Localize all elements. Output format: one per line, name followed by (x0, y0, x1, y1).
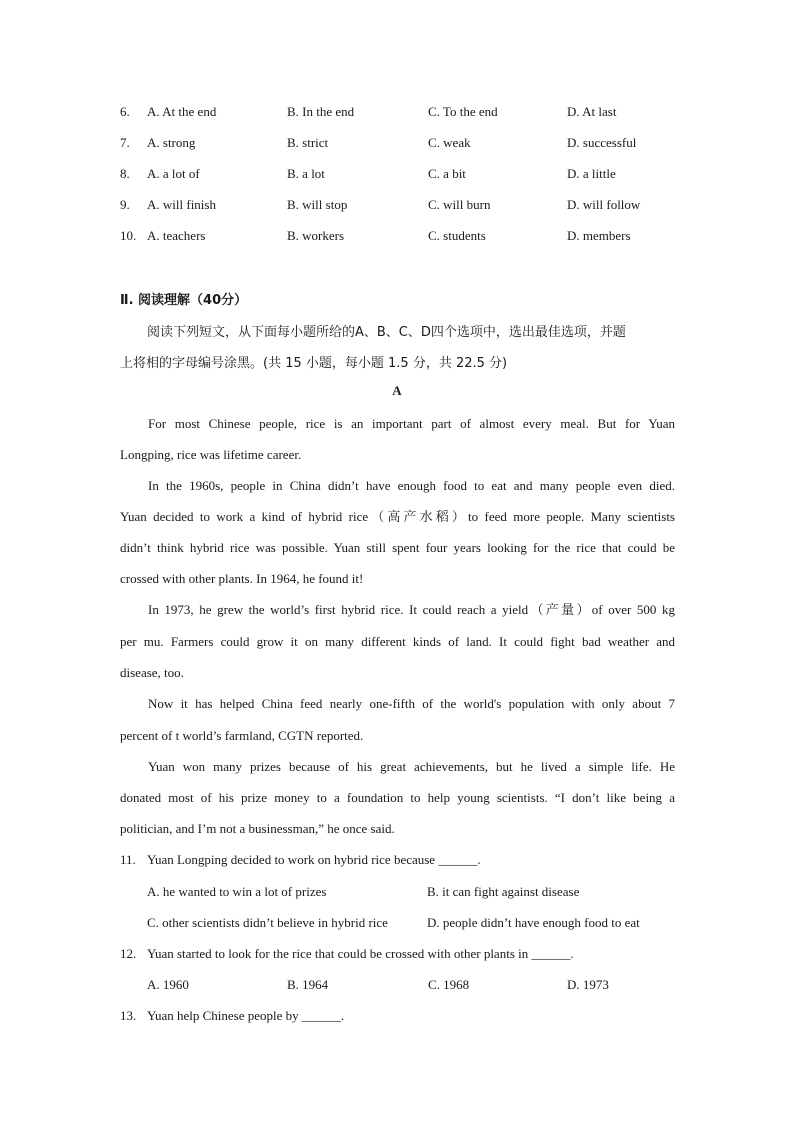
option-a: A. 1960 (147, 977, 189, 992)
option-d: D. successful (567, 135, 637, 150)
option-c: C. To the end (428, 104, 498, 119)
passage-line: politician, and I’m not a businessman,” he once said. (120, 821, 395, 836)
question-number: 12. (120, 946, 137, 961)
passage-line: didn’t think hybrid rice was possible. Yuan still spent four years looking for the rice that could be (120, 540, 675, 555)
option-b: B. 1964 (287, 977, 329, 992)
option-a: A. teachers (147, 228, 206, 243)
option-c: C. a bit (428, 166, 466, 181)
option-d: D. members (567, 228, 631, 243)
passage-line: donated most of his prize money to a foundation to help young scientists. “I don’t like being a (120, 790, 675, 805)
section-instruction-line-2: 上将相的字母编号涂黑。(共 15 小题，每小题 1.5 分，共 22.5 分) (120, 356, 508, 371)
option-b: B. workers (287, 228, 345, 243)
question-number: 13. (120, 1008, 137, 1023)
option-b: B. strict (287, 135, 329, 150)
question-number: 9. (120, 197, 130, 212)
option-d: D. will follow (567, 197, 641, 212)
question-row-6 (120, 102, 680, 122)
passage-title: A (392, 383, 402, 398)
option-a: A. a lot of (147, 166, 200, 181)
passage-line: Yuan decided to work a kind of hybrid rice（高产水稻）to feed more people. Many scientists (120, 509, 675, 524)
option-c: C. weak (428, 135, 471, 150)
question-11 (120, 850, 680, 870)
passage-line: In 1973, he grew the world’s first hybrid rice. It could reach a yield（产量）of over 500 kg (148, 602, 675, 617)
passage-line: Now it has helped China feed nearly one-fifth of the world's population with only about 7 (148, 696, 675, 711)
question-stem: Yuan help Chinese people by ______. (147, 1008, 345, 1023)
passage-line: crossed with other plants. In 1964, he found it! (120, 571, 364, 586)
question-12 (120, 944, 680, 964)
option-d: D. a little (567, 166, 616, 181)
question-13 (120, 1006, 680, 1026)
option-b: B. will stop (287, 197, 348, 212)
option-a: A. At the end (147, 104, 217, 119)
question-row-10 (120, 226, 680, 246)
question-number: 8. (120, 166, 130, 181)
passage-line: Longping, rice was lifetime career. (120, 447, 302, 462)
passage-line: disease, too. (120, 665, 184, 680)
question-11-options-row-1 (120, 882, 680, 902)
question-stem: Yuan Longping decided to work on hybrid rice because ______. (147, 852, 481, 867)
option-a: A. he wanted to win a lot of prizes (147, 884, 327, 899)
option-a: A. will finish (147, 197, 216, 212)
option-d: D. 1973 (567, 977, 609, 992)
question-number: 7. (120, 135, 130, 150)
option-a: A. strong (147, 135, 196, 150)
question-12-options (120, 975, 680, 995)
section-title: Ⅱ. 阅读理解（40分） (120, 293, 248, 308)
option-b: B. a lot (287, 166, 325, 181)
option-b: B. In the end (287, 104, 355, 119)
option-b: B. it can fight against disease (427, 884, 580, 899)
question-row-9 (120, 195, 680, 215)
option-c: C. will burn (428, 197, 491, 212)
question-11-options-row-2 (120, 913, 680, 933)
question-number: 6. (120, 104, 130, 119)
question-row-8 (120, 164, 680, 184)
option-d: D. At last (567, 104, 617, 119)
section-instruction-line-1: 阅读下列短文，从下面每小题所给的A、B、C、D四个选项中，选出最佳选项，并题 (147, 325, 626, 340)
passage-line: percent of t world’s farmland, CGTN reported. (120, 728, 364, 743)
passage-line: Yuan won many prizes because of his great achievements, but he lived a simple life. He (148, 759, 675, 774)
option-c: C. students (428, 228, 486, 243)
question-number: 11. (120, 852, 136, 867)
question-stem: Yuan started to look for the rice that could be crossed with other plants in ______. (147, 946, 574, 961)
option-d: D. people didn’t have enough food to eat (427, 915, 640, 930)
option-c: C. other scientists didn’t believe in hybrid rice (147, 915, 388, 930)
passage-line: per mu. Farmers could grow it on many different kinds of land. It could fight bad weather and (120, 634, 675, 649)
question-row-7 (120, 133, 680, 153)
question-number: 10. (120, 228, 137, 243)
passage-line: In the 1960s, people in China didn’t have enough food to eat and many people even died. (148, 478, 675, 493)
passage-line: For most Chinese people, rice is an important part of almost every meal. But for Yuan (148, 416, 675, 431)
option-c: C. 1968 (428, 977, 470, 992)
